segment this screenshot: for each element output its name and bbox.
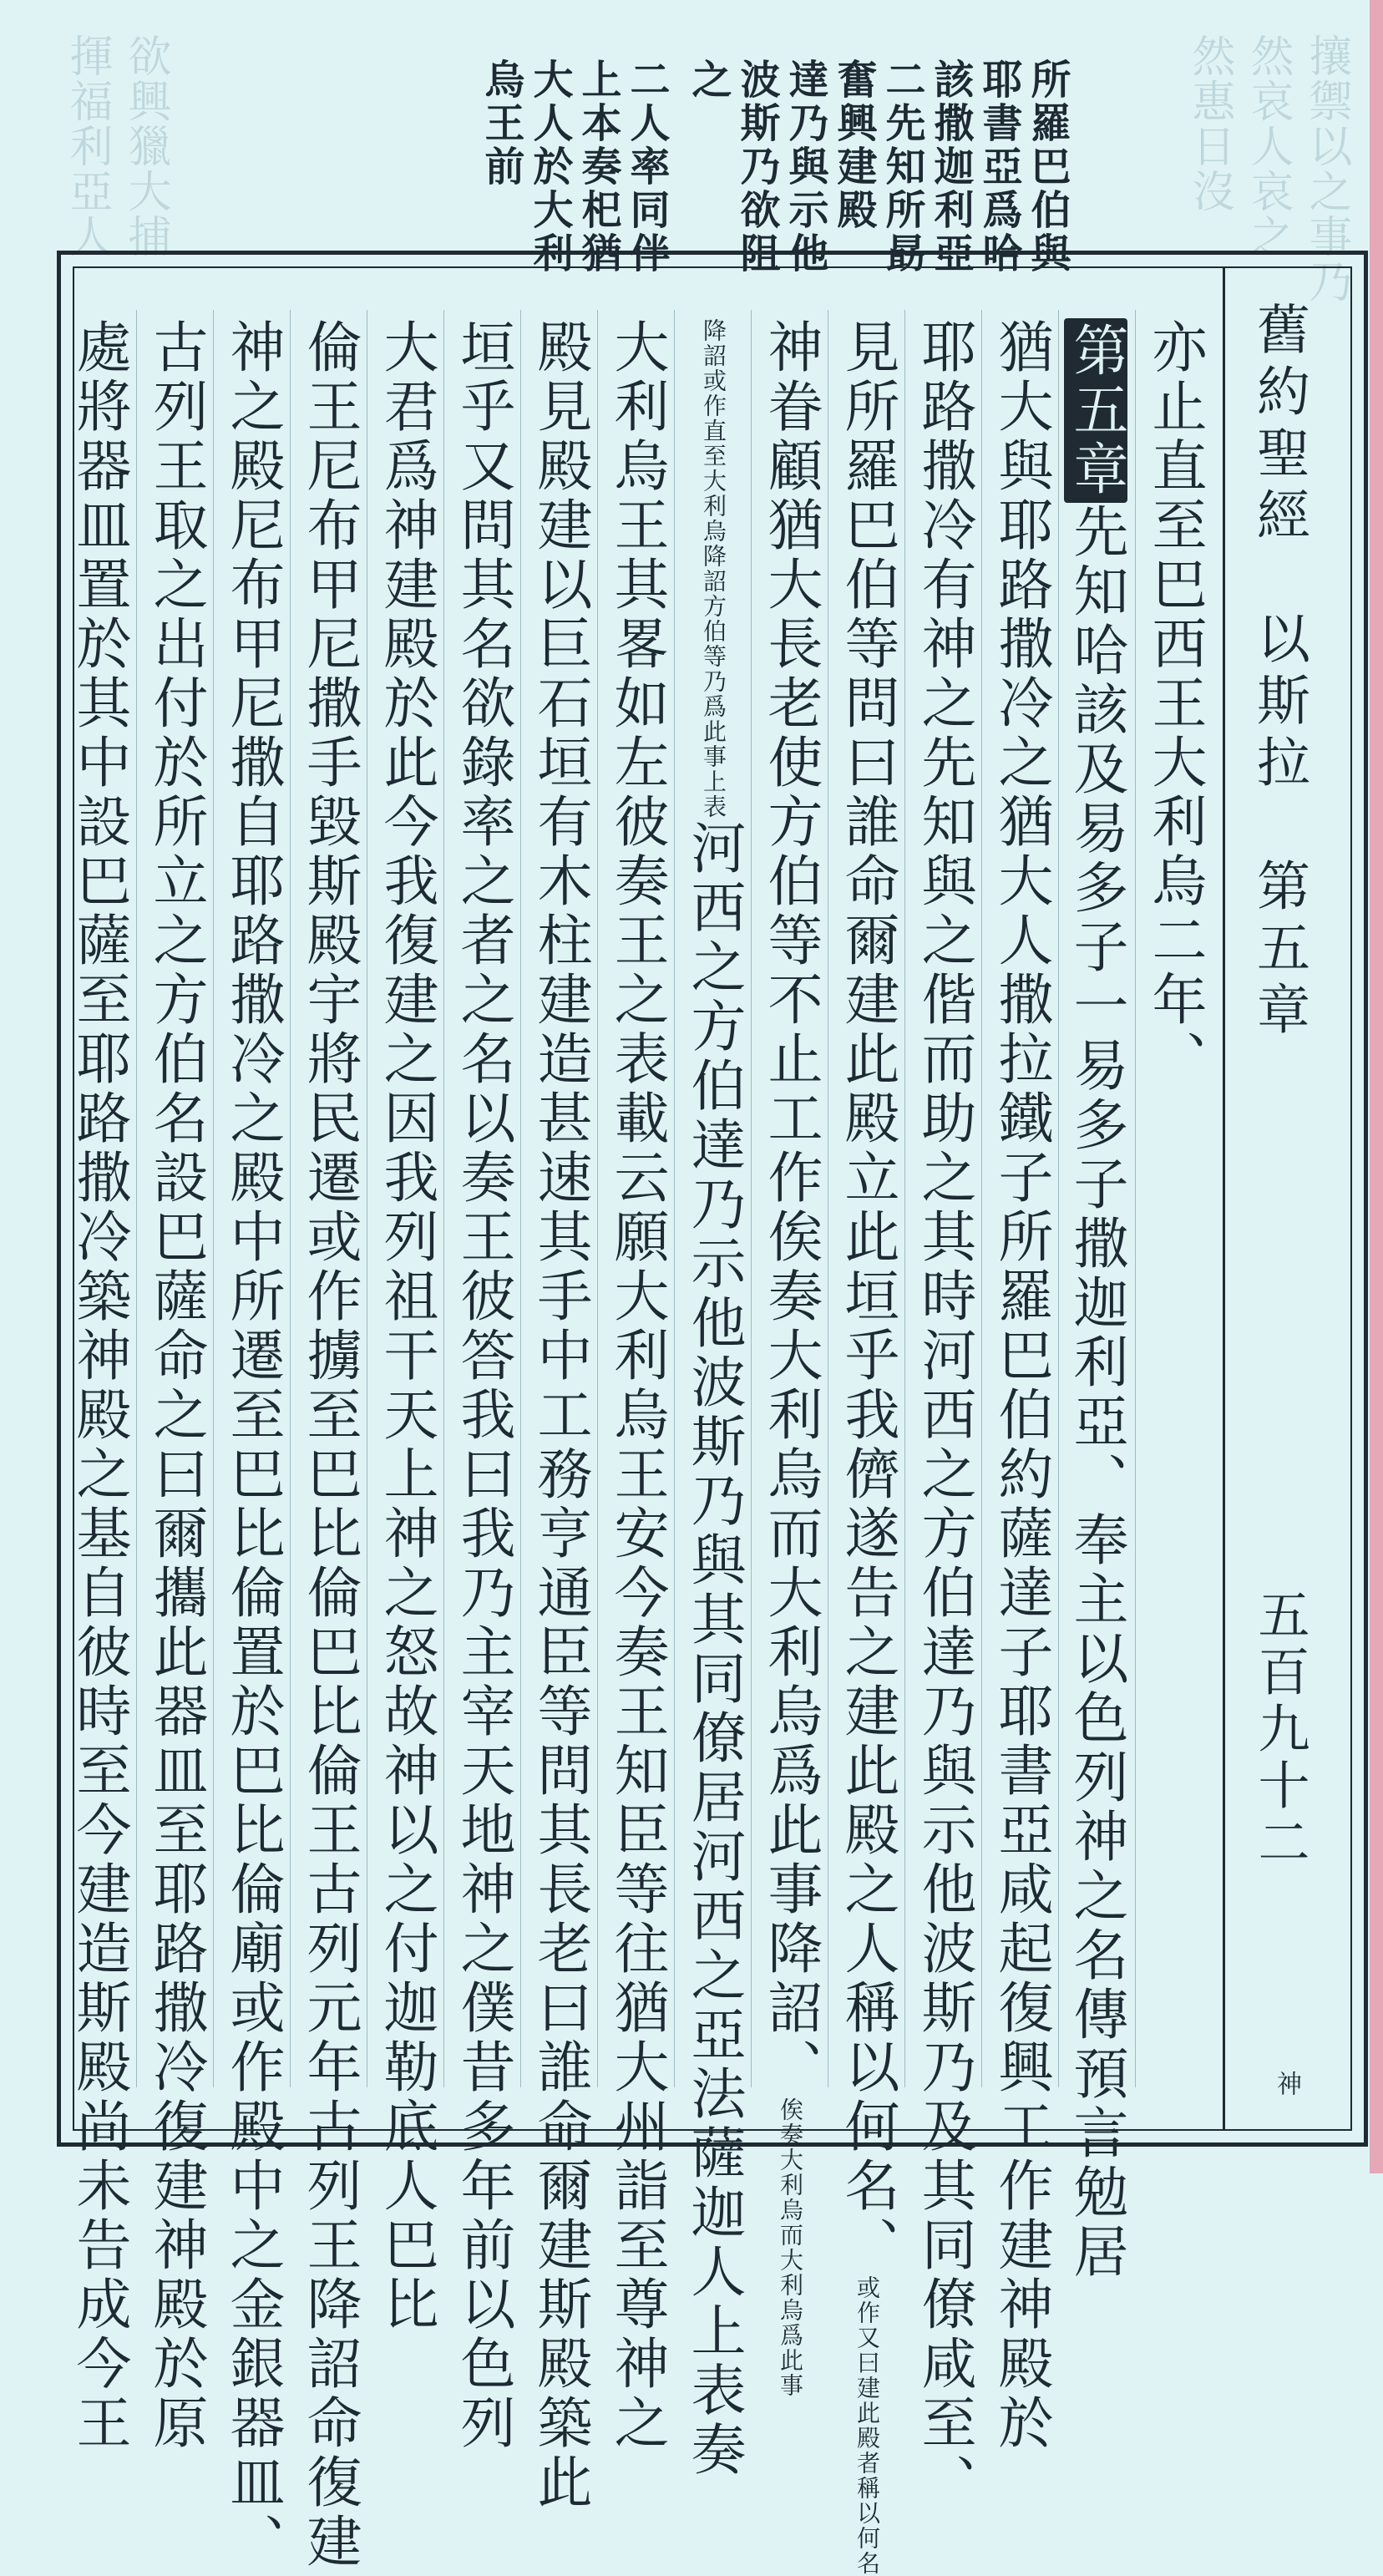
text-column — [1142, 318, 1207, 2097]
column-text: 大利烏王其畧如左彼奏王之表載云願大利烏王安今奏王知臣等往猶大州詣至尊神之 — [605, 318, 669, 2453]
text-column — [835, 318, 899, 2576]
bleed-col: 然哀人哀之 — [1243, 33, 1293, 259]
catchword: 神 — [1272, 2071, 1301, 2096]
column-rule — [904, 310, 905, 2087]
book-chapter-title: 舊約聖經 以斯拉 第五章 — [1248, 302, 1310, 1043]
summary-col: 大人於大利 — [526, 58, 573, 276]
page-inner-border — [67, 266, 1352, 2576]
bleed-col: 欲興獵大捕 — [120, 33, 170, 259]
text-column — [1064, 318, 1128, 2282]
summary-col: 上本奏𣏌猶 — [575, 58, 621, 276]
column-text: 古列王取之出付於所立之方伯名設巴薩命之曰爾攜此器皿至耶路撒冷復建神殿於原 — [144, 318, 208, 2453]
column-rule — [1058, 310, 1059, 2087]
column-text: 見所羅巴伯等問曰誰命爾建此殿立此垣乎我儕遂告之建此殿之人稱以何名、 — [835, 318, 899, 2275]
text-column — [297, 318, 362, 2572]
text-column — [528, 318, 592, 2513]
summary-col: 之 — [685, 58, 732, 102]
summary-col: 奮興建殿 — [830, 58, 877, 232]
column-rule — [981, 310, 982, 2087]
text-column — [681, 318, 746, 2480]
column-rule — [213, 310, 214, 2087]
bleed-col: 攘禦以之事乃 — [1301, 33, 1351, 304]
column-text: 先知哈該及易多子一易多子撒迦利亞、奉主以色列神之名傳預言勉居 — [1064, 503, 1128, 2282]
column-rule — [520, 310, 521, 2087]
text-column — [374, 318, 438, 2335]
column-text: 處將器皿置於其中設巴薩至耶路撒冷築神殿之基自彼時至今建造斯殿尚未告成今王 — [67, 318, 131, 2453]
interlinear-note: 或作又曰建此殿者稱以何名 — [854, 2275, 881, 2576]
column-text: 亦止直至巴西王大利烏二年、 — [1142, 318, 1207, 1089]
summary-col: 該撒迦利亞 — [927, 58, 974, 276]
column-rule — [443, 310, 444, 2087]
text-column — [220, 318, 285, 2572]
page-number: 五百九十二 — [1249, 1588, 1310, 1872]
text-column — [605, 318, 669, 2453]
summary-col: 二先知所勗 — [879, 58, 925, 276]
summary-col: 二人率同伴 — [623, 58, 670, 276]
interlinear-note: 降詔或作直至大利烏降詔方伯等乃爲此事上表 — [700, 318, 727, 819]
overflow-summary — [478, 58, 1071, 276]
text-column — [67, 318, 131, 2453]
column-text: 神之殿尼布甲尼撒自耶路撒冷之殿中所遷至巴比倫置於巴比倫廟或作殿中之金銀器皿、 — [220, 318, 285, 2572]
column-text: 殿見殿建以巨石垣有木柱建造甚速其手中工務亨通臣等問其長老曰誰命爾建斯殿築此 — [528, 318, 592, 2513]
text-column — [144, 318, 208, 2453]
text-column — [758, 318, 823, 2398]
summary-col: 達乃與示他 — [782, 58, 828, 276]
text-column — [912, 318, 976, 2513]
page-frame — [57, 251, 1368, 2576]
running-header — [1223, 268, 1350, 2129]
column-rule — [136, 310, 137, 2087]
column-text: 大君爲神建殿於此今我復建之因我列祖干天上神之怒故神以之付迦勒底人巴比 — [374, 318, 438, 2335]
column-rule — [674, 310, 675, 2087]
column-text: 神眷顧猶大長老使方伯等不止工作俟奏大利烏而大利烏爲此事降詔、 — [758, 318, 823, 2097]
summary-col: 耶書亞爲哈 — [975, 58, 1022, 276]
bleed-col: 揮福利亞人 — [62, 33, 112, 259]
column-rule — [597, 310, 598, 2087]
text-column — [451, 318, 515, 2453]
column-rule — [751, 310, 752, 2087]
column-text: 河西之方伯達乃示他波斯乃與其同僚居河西之亞法薩迦人上表奏 — [681, 819, 746, 2480]
column-text: 倫王尼布甲尼撒手毀斯殿宇將民遷或作擄至巴比倫巴比倫王古列元年古列王降詔命復建 — [297, 318, 362, 2572]
body-text — [67, 293, 1213, 2576]
chapter-heading-badge: 第五章 — [1064, 318, 1127, 503]
column-text: 垣乎又問其名欲錄率之者之名以奏王彼答我曰我乃主宰天地神之僕昔多年前以色列 — [451, 318, 515, 2453]
column-rule — [290, 310, 291, 2087]
page-edge — [1370, 0, 1383, 2173]
text-column — [989, 318, 1053, 2453]
summary-col: 烏王前 — [478, 58, 524, 189]
column-text: 耶路撒冷有神之先知與之偕而助之其時河西之方伯達乃與示他波斯乃及其同僚咸至、 — [912, 318, 976, 2513]
bleed-col: 然惠日沒 — [1184, 33, 1234, 214]
interlinear-note: 俟奏大利烏而大利烏爲此事 — [777, 2097, 804, 2398]
summary-col: 波斯乃欲阻 — [733, 58, 780, 276]
summary-col: 所羅巴伯與 — [1024, 58, 1071, 276]
column-text: 猶大與耶路撒冷之猶大人撒拉鐵子所羅巴伯約薩達子耶書亞咸起復興工作建神殿於 — [989, 318, 1053, 2453]
column-rule — [1135, 310, 1136, 2087]
